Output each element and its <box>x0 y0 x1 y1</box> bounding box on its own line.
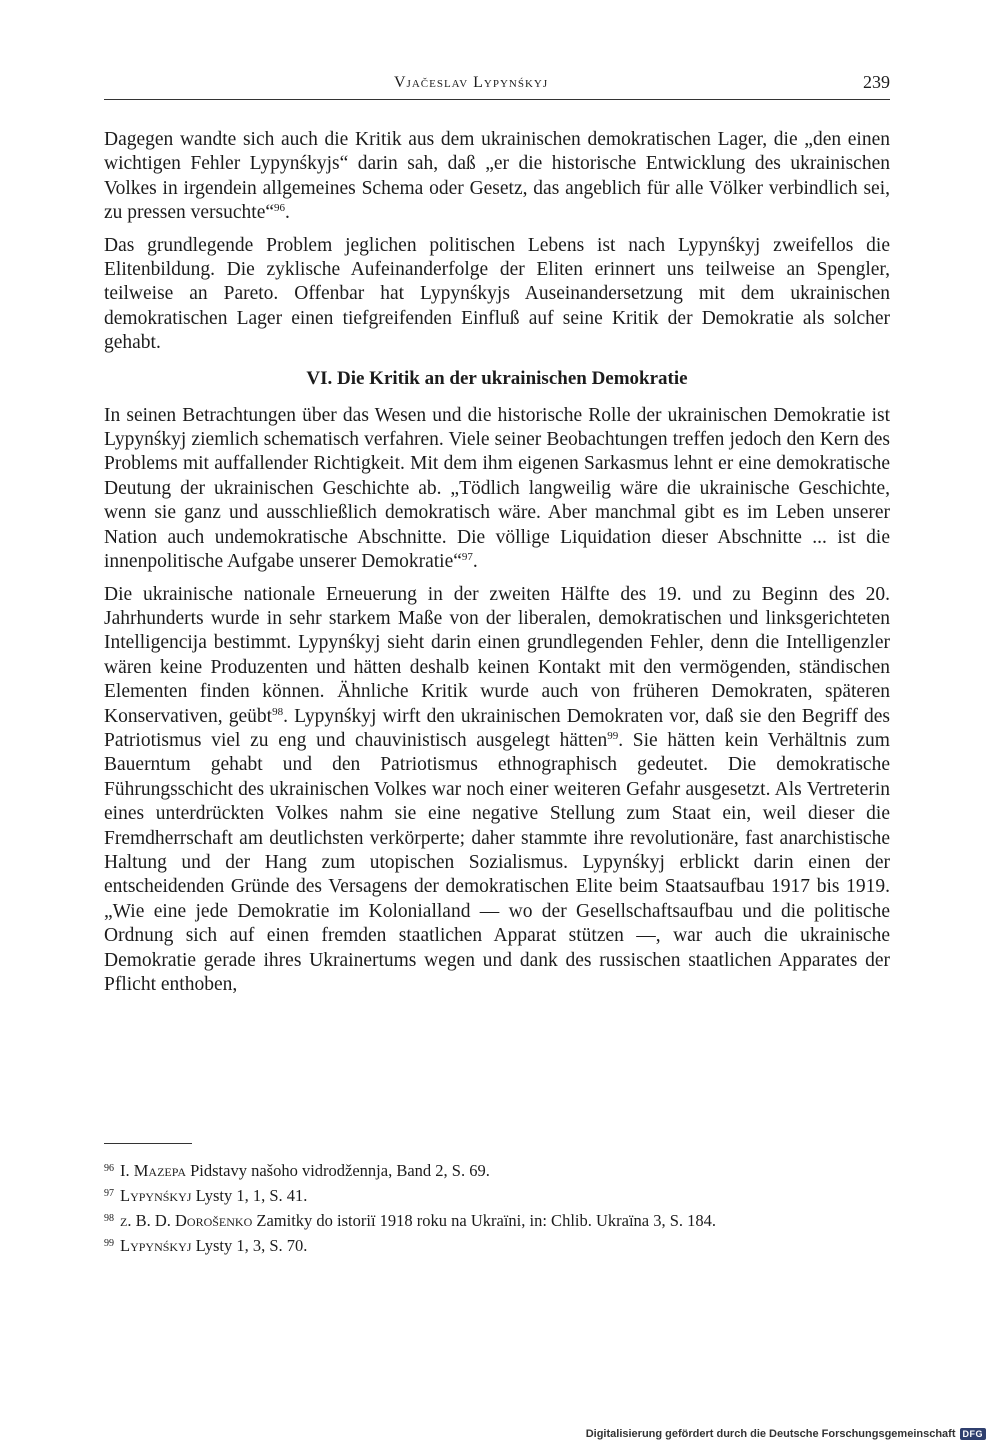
body-text <box>104 128 890 1005</box>
footnote-99 <box>104 1233 890 1256</box>
footnote-number: 96 <box>104 1163 114 1174</box>
footnote-number: 97 <box>104 1188 114 1199</box>
paragraph-3: In seinen Betrachtungen über das Wesen und die historische Rolle der ukrainischen Demokratie ist Lypynśkyj ziemlich schematisch verfahren. Viele seiner Beobachtungen treffen jedoch den Kern des Problems mit auffallender Richtigkeit. Mit dem ihm eigenen Sarkasmus lehnt er eine demokratische Deutung der ukrainischen Geschichte ab. „Tödlich langweilig wäre die ukrainische Geschichte, wenn sie ganz und ausschließlich demokratisch wäre. Aber manchmal gibt es im Leben unserer Nation auch undemokratische Abschnitte. Die völlige Liquidation dieser Abschnitte ... ist die innenpolitische Aufgabe unserer Demokratie“$^{97}$. <box>104 404 890 573</box>
credit-text: Digitalisierung gefördert durch die Deutsche Forschungsgemeinschaft <box>585 1428 956 1440</box>
footnote-ref-96[interactable]: 96 <box>274 202 286 215</box>
footnote-text: Lysty 1, 1, S. 41. <box>195 1186 308 1205</box>
footnote-author: z. B. D. Dorošenko <box>120 1211 253 1230</box>
footnote-text: Lysty 1, 3, S. 70. <box>195 1236 308 1255</box>
footnote-author: Lypynśkyj <box>120 1186 192 1205</box>
footnote-number: 98 <box>104 1213 114 1224</box>
section-heading: VI. Die Kritik an der ukrainischen Demokratie <box>306 367 688 389</box>
footnote-text: Zamitky do istoriï 1918 roku na Ukraïni, in: Chlib. Ukraïna 3, S. 184. <box>256 1211 717 1230</box>
paragraph-4: Die ukrainische nationale Erneuerung in der zweiten Hälfte des 19. und zu Beginn des 20. Jahrhunderts wurde in sehr starkem Maße von der liberalen, demokratischen und linksgerichteten Intelligencija bestimmt. Lypynśkyj sieht darin einen grundlegenden Fehler, denn die Intelligenzler wären keine Produzenten und hätten deshalb keinen Kontakt mit den vermögenden, ständischen Elementen finden können. Ähnliche Kritik wurde auch von früheren Demokraten, späteren Konservativen, geübt$^{98}$. Lypynśkyj wirft den ukrainischen Demokraten vor, daß sie den Begriff des Patriotismus viel zu eng und chauvinistisch ausgelegt hätten$^{99}$. Sie hätten kein Verhältnis zum Bauerntum gehabt und den Patriotismus ethnographisch gedeutet. Die demokratische Führungsschicht des ukrainischen Volkes war noch einer weiteren Gefahr ausgesetzt. Als Vertreterin eines unterdrückten Volkes nahm sie eine negative Stellung zum Staat ein, weil dieser die Fremdherrschaft am deutlichsten verkörperte; daher stammte ihre revolutionäre, fast anarchistische Haltung und der Hang zum utopischen Sozialismus. Lypynśkyj erblickt darin einen der entscheidenden Gründe des Versagens der demokratischen Elite beim Staatsaufbau 1917 bis 1919. „Wie eine jede Demokratie im Kolonialland — wo der Gesellschaftsaufbau und die politische Ordnung sich auf einen fremden staatlichen Apparat stützen —, war auch die ukrainische Demokratie gerade ihres Ukrainertums wegen und dank des russischen staatlichen Apparates der Pflicht enthoben, <box>104 583 890 995</box>
footnote-ref-99[interactable]: 99 <box>607 729 619 742</box>
paragraph-2: Das grundlegende Problem jeglichen politischen Lebens ist nach Lypynśkyj zweifellos die Elitenbildung. Die zyklische Aufeinanderfolge der Eliten erinnert uns teilweise an Spengler, teilweise an Pareto. Offenbar hat Lypynśkyjs Auseinandersetzung mit dem ukrainischen demokratischen Lager einen tiefgreifenden Einfluß auf seine Kritik der Demokratie als solcher gehabt. <box>104 234 890 354</box>
running-header <box>104 72 890 100</box>
footnote-text: Pidstavy našoho vidrodžennja, Band 2, S. 69. <box>190 1161 490 1180</box>
digitization-credit <box>586 1428 986 1440</box>
footnote-96 <box>104 1158 890 1181</box>
footnote-ref-97[interactable]: 97 <box>461 551 473 564</box>
footnote-author: I. Mazepa <box>120 1161 186 1180</box>
footnote-author: Lypynśkyj <box>120 1236 192 1255</box>
dfg-logo: DFG <box>960 1428 987 1440</box>
header-rule <box>104 99 890 100</box>
paragraph-1: Dagegen wandte sich auch die Kritik aus dem ukrainischen demokratischen Lager, die „den einen wichtigen Fehler Lypynśkyjs“ darin sah, daß „er die historische Entwicklung des ukrainischen Volkes in irgendein allgemeines Schema oder Gesetz, das angeblich für alle Völker verbindlich sei, zu pressen versuchte“$^{96}$. <box>104 129 890 224</box>
footnote-ref-98[interactable]: 98 <box>272 705 284 718</box>
footnote-98 <box>104 1208 890 1231</box>
footnote-number: 99 <box>104 1238 114 1249</box>
footnote-97 <box>104 1183 890 1206</box>
footnote-rule <box>104 1143 192 1144</box>
running-title: Vjačeslav Lypynśkyj <box>394 74 549 91</box>
page-number: 239 <box>863 72 890 92</box>
footnotes <box>104 1158 890 1258</box>
